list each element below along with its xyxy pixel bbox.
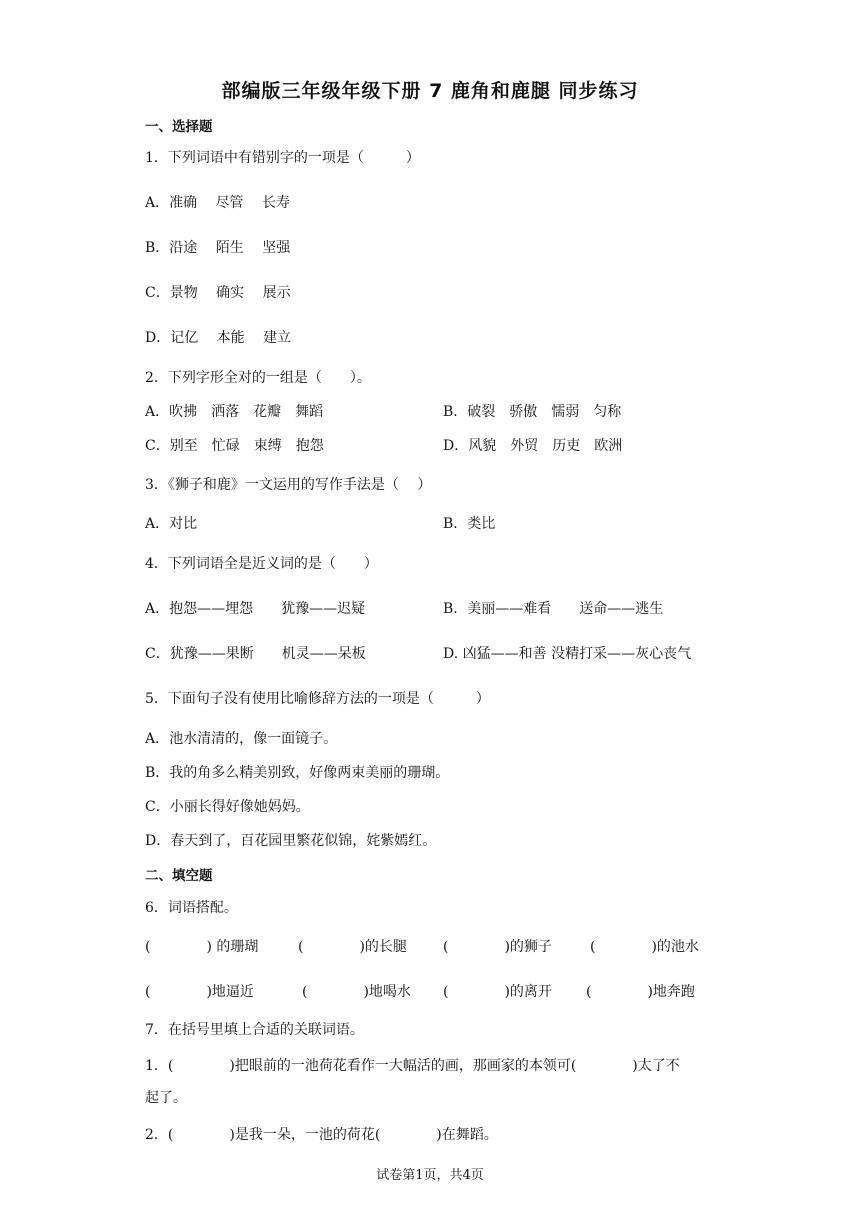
question-1-option-a: A．准确 尽管 长寿 — [145, 195, 291, 211]
question-4-stem: 4．下列词语全是近义词的是（ ） — [145, 556, 378, 572]
question-3-stem: 3．《狮子和鹿》一文运用的写作手法是（ ） — [145, 477, 432, 493]
fill-blank-item: ( )的池水 — [590, 939, 699, 955]
question-2-option-a: A．吹拂 洒落 花瓣 舞蹈 — [145, 404, 324, 420]
question-4-option-b: B．美丽——难看 送命——逃生 — [443, 601, 664, 617]
question-2-option-d: D．风貌 外贸 历吏 欧洲 — [443, 438, 623, 454]
question-7-item-1: 1．( )把眼前的一池荷花看作一大幅活的画，那画家的本领可( )太了不 — [145, 1058, 680, 1074]
question-5-option-d: D．春天到了，百花园里繁花似锦，姹紫嫣红。 — [145, 833, 437, 849]
question-1-option-d: D．记亿 本能 建立 — [145, 330, 292, 346]
fill-blank-item: ( )地逼近 — [145, 984, 254, 1000]
question-1-option-b: B．沿途 陌生 坚强 — [145, 240, 291, 256]
question-1-stem: 1．下列词语中有错别字的一项是（ ） — [145, 150, 420, 166]
question-7-item-2: 2．( )是我一朵，一池的荷花( )在舞蹈。 — [145, 1127, 498, 1143]
question-3-option-a: A．对比 — [145, 516, 198, 532]
question-5-stem: 5．下面句子没有使用比喻修辞方法的一项是（ ） — [145, 691, 490, 707]
question-4-option-d: D. 凶猛——和善 没精打采——灰心丧气 — [443, 646, 692, 662]
fill-blank-item: ( )的长腿 — [298, 939, 407, 955]
question-2-stem: 2．下列字形全对的一组是（ ）。 — [145, 370, 371, 386]
section-heading-choice: 一、选择题 — [145, 119, 213, 135]
question-3-option-b: B．类比 — [443, 516, 496, 532]
question-4-option-c: C．犹豫——果断 机灵——呆板 — [145, 646, 366, 662]
question-4-option-a: A．抱怨——埋怨 犹豫——迟疑 — [145, 601, 366, 617]
question-7-item-1-continued: 起了。 — [145, 1090, 187, 1106]
fill-blank-item: ( )的狮子 — [443, 939, 552, 955]
fill-blank-item: ( )的离开 — [443, 984, 552, 1000]
fill-blank-item: ( )地奔跑 — [586, 984, 695, 1000]
section-heading-fill: 二、填空题 — [145, 868, 213, 884]
fill-blank-item: ( )地喝水 — [302, 984, 411, 1000]
question-5-option-a: A．池水清清的，像一面镜子。 — [145, 731, 338, 747]
question-2-option-c: C．别至 忙碌 束缚 抱怨 — [145, 438, 324, 454]
question-5-option-b: B．我的角多么精美别致，好像两束美丽的珊瑚。 — [145, 765, 450, 781]
question-7-stem: 7．在括号里填上合适的关联词语。 — [145, 1022, 364, 1038]
page-title: 部编版三年级年级下册 7 鹿角和鹿腿 同步练习 — [221, 80, 639, 102]
fill-blank-item: ( ) 的珊瑚 — [145, 939, 259, 955]
question-2-option-b: B．破裂 骄傲 懦弱 匀称 — [443, 404, 622, 420]
question-1-option-c: C．景物 确实 展示 — [145, 285, 291, 301]
page-footer: 试卷第1页，共4页 — [376, 1168, 484, 1183]
question-5-option-c: C．小丽长得好像她妈妈。 — [145, 799, 310, 815]
question-6-stem: 6．词语搭配。 — [145, 900, 238, 916]
